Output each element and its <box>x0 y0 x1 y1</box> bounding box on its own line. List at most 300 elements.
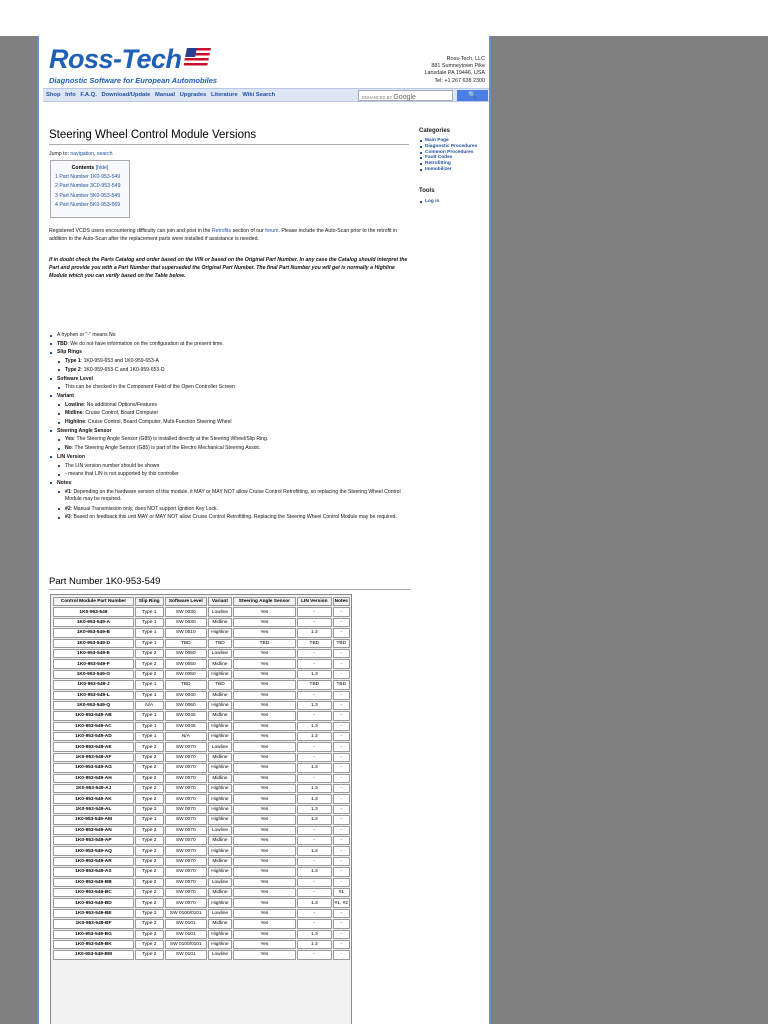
table-cell: Yes <box>233 742 296 751</box>
table-row <box>53 628 350 637</box>
sidebar-categories-title: Categories <box>419 128 451 134</box>
title-divider <box>49 144 409 145</box>
table-cell: Highline <box>208 794 232 803</box>
table-body <box>53 607 350 959</box>
sidebar-link[interactable]: Common Procedures <box>419 150 477 156</box>
table-row <box>53 607 350 616</box>
sidebar-categories-list <box>419 138 477 173</box>
legend-term: Type 2 <box>65 366 81 373</box>
table-row <box>53 753 350 762</box>
part-number-cell: 1K0-953-549-L <box>53 691 134 700</box>
table-row <box>53 826 350 835</box>
table-cell: Type 2 <box>135 836 164 845</box>
site-tagline: Diagnostic Software for European Automobiles <box>49 76 218 85</box>
table-cell: Type 2 <box>135 826 164 835</box>
table-cell: - <box>333 628 350 637</box>
legend-term: LIN Version <box>57 453 86 460</box>
table-cell: Type 2 <box>135 950 164 959</box>
table-row <box>53 680 350 689</box>
table-cell: Yes <box>233 628 296 637</box>
content-page <box>37 36 489 1024</box>
legend-item <box>49 513 411 523</box>
part-number-cell: 1K0-953-549-BG <box>53 930 134 939</box>
table-cell: Type 2 <box>135 878 164 887</box>
part-number-cell: 1K0-953-549-A <box>53 618 134 627</box>
table-header-cell: Slip Ring <box>135 597 164 606</box>
table-cell: Yes <box>233 774 296 783</box>
part-number-cell: 1K0-953-549-AH <box>53 774 134 783</box>
table-row <box>53 711 350 720</box>
table-cell: Highline <box>208 940 232 949</box>
table-cell: 1.3 <box>297 670 332 679</box>
table-cell: SW 0070 <box>165 794 208 803</box>
table-cell: Yes <box>233 680 296 689</box>
table-cell: #1, #2 <box>333 898 350 907</box>
table-cell: - <box>297 888 332 897</box>
table-row <box>53 919 350 928</box>
table-cell: Yes <box>233 815 296 824</box>
table-cell: Highline <box>208 846 232 855</box>
toc-hide-link[interactable]: [hide] <box>95 165 109 171</box>
legend-item <box>49 479 411 488</box>
legend-item <box>49 505 411 514</box>
nav-link-info[interactable]: Info <box>65 92 76 98</box>
table-row <box>53 774 350 783</box>
search-input[interactable] <box>358 90 453 101</box>
table-cell: Yes <box>233 711 296 720</box>
table-cell: - <box>333 805 350 814</box>
table-cell: - <box>297 950 332 959</box>
part-number-cell: 1K0-953-549-BD <box>53 898 134 907</box>
intro-text: . Please include the Auto-Scan prior to the retrofit in addition to the Auto-Scan after the replacement parts were installed if assistance is needed. <box>49 228 397 242</box>
legend-item <box>49 418 411 427</box>
table-cell: SW 0070 <box>165 836 208 845</box>
table-cell: - <box>333 701 350 710</box>
legend-term: Software Level <box>57 375 93 382</box>
table-header-cell: Variant <box>208 597 232 606</box>
table-cell: Yes <box>233 826 296 835</box>
legend-item <box>49 331 411 340</box>
address-line: Lansdale PA 19446, USA <box>424 70 485 77</box>
table-cell: SW 0070 <box>165 753 208 762</box>
legend-item <box>49 375 411 384</box>
table-cell: SW 0100/0101 <box>165 909 208 918</box>
legend-text: : No additional Options/Features <box>83 401 158 408</box>
table-cell: SW 0050 <box>165 659 208 668</box>
table-cell: SW 0101 <box>165 950 208 959</box>
table-cell: Highline <box>208 867 232 876</box>
table-row <box>53 867 350 876</box>
table-cell: - <box>333 753 350 762</box>
table-cell: Yes <box>233 909 296 918</box>
table-cell: SW 0070 <box>165 763 208 772</box>
table-cell: 1.3 <box>297 794 332 803</box>
legend-text: : 1K0-959-653-C and 1K0-959-653-D <box>80 366 165 373</box>
table-cell: - <box>297 691 332 700</box>
table-row <box>53 930 350 939</box>
table-cell: Type 2 <box>135 888 164 897</box>
table-cell: TBD <box>165 639 208 648</box>
site-logo[interactable]: Ross-Tech <box>49 44 182 74</box>
table-cell: Yes <box>233 805 296 814</box>
table-cell: Type 2 <box>135 919 164 928</box>
legend-text: : Depending on the hardware version of this module, it MAY or MAY NOT allow Cruise Control Retrofitting, so replacing the Steering Wheel Control Module may be required. <box>65 488 401 503</box>
table-row <box>53 857 350 866</box>
table-cell: Type 2 <box>135 649 164 658</box>
table-cell: Type 1 <box>135 815 164 824</box>
table-cell: Yes <box>233 940 296 949</box>
legend-term: #3 <box>65 514 71 521</box>
table-cell: Midline <box>208 691 232 700</box>
table-cell: 1.3 <box>297 722 332 731</box>
address-line: Ross-Tech, LLC <box>446 56 485 62</box>
table-row <box>53 878 350 887</box>
table-header-row <box>53 597 350 606</box>
table-cell: SW 0050 <box>165 649 208 658</box>
table-cell: TBD <box>297 680 332 689</box>
us-flag-icon <box>184 48 212 68</box>
table-cell: SW 0050 <box>165 670 208 679</box>
table-cell: 1.3 <box>297 867 332 876</box>
sidebar-link[interactable]: Retrofitting <box>419 161 477 167</box>
table-cell: Midline <box>208 836 232 845</box>
table-row <box>53 836 350 845</box>
table-cell: Yes <box>233 794 296 803</box>
legend-text: : Manual Transmission only, does NOT support Ignition Key Lock. <box>70 505 218 512</box>
table-cell: Yes <box>233 857 296 866</box>
table-cell: Yes <box>233 950 296 959</box>
legend-item <box>49 409 411 418</box>
part-number-cell: 1K0-953-549-AL <box>53 805 134 814</box>
table-cell: Type 2 <box>135 909 164 918</box>
jump-prefix: Jump to: <box>49 151 69 157</box>
table-cell: SW 0070 <box>165 867 208 876</box>
table-cell: - <box>297 857 332 866</box>
table-cell: TBD <box>208 680 232 689</box>
legend-text: A hyphen or "-" means No <box>57 332 116 338</box>
legend-term: Highline <box>65 419 86 426</box>
table-cell: SW 0070 <box>165 815 208 824</box>
table-cell: Yes <box>233 618 296 627</box>
table-cell: Yes <box>233 722 296 731</box>
table-cell: - <box>333 815 350 824</box>
table-cell: 1.3 <box>297 763 332 772</box>
table-cell: - <box>333 742 350 751</box>
legend-text: : The Steering Angle Sensor (G85) is part of the Electro Mechanical Steering Assist. <box>71 445 261 452</box>
nav-link-upgrades[interactable]: Upgrades <box>179 92 207 98</box>
sidebar-link[interactable]: Fault Codes <box>419 155 477 161</box>
table-cell: Type 2 <box>135 742 164 751</box>
table-cell: Highline <box>208 763 232 772</box>
table-cell: - <box>297 618 332 627</box>
part-number-cell: 1K0-953-549-AJ <box>53 784 134 793</box>
table-cell: SW 0045 <box>165 711 208 720</box>
part-number-cell: 1K0-953-549-Q <box>53 701 134 710</box>
table-row <box>53 659 350 668</box>
legend-item <box>49 453 411 462</box>
table-cell: SW 0045 <box>165 722 208 731</box>
intro-paragraph <box>49 227 411 243</box>
table-cell: 1.3 <box>297 930 332 939</box>
sidebar-link[interactable]: Log in <box>419 199 439 205</box>
table-cell: Midline <box>208 774 232 783</box>
table-header-cell: Control Module Part Number <box>53 597 134 606</box>
legend-term: #2 <box>65 505 71 512</box>
table-cell: Lowline <box>208 950 232 959</box>
table-cell: SW 0070 <box>165 888 208 897</box>
nav-bar <box>43 88 489 102</box>
table-cell: - <box>333 836 350 845</box>
table-row <box>53 950 350 959</box>
sidebar-tools-list <box>419 199 439 205</box>
table-cell: Lowline <box>208 878 232 887</box>
table-cell: 1.3 <box>297 846 332 855</box>
table-cell: Yes <box>233 659 296 668</box>
legend-item <box>49 462 411 471</box>
table-row <box>53 805 350 814</box>
toc-title: Contents <box>71 165 95 171</box>
table-cell: SW 0070 <box>165 742 208 751</box>
search-button[interactable]: 🔍 <box>457 90 488 101</box>
table-cell: SW 0070 <box>165 784 208 793</box>
toc-item[interactable]: 2 Part Number 3C0-953-549 <box>55 183 121 190</box>
table-cell: N/A <box>165 732 208 741</box>
legend-text: This can be checked in the Component Field of the Open Controller Screen <box>65 384 235 391</box>
legend-term: Slip Rings <box>57 349 82 356</box>
table-row <box>53 784 350 793</box>
table-cell: Yes <box>233 836 296 845</box>
table-cell: Type 1 <box>135 607 164 616</box>
jump-sep: , <box>94 151 97 157</box>
table-cell: Highline <box>208 784 232 793</box>
legend-term: TBD <box>57 340 68 347</box>
part-number-cell: 1K0-953-549-AC <box>53 722 134 731</box>
table-cell: SW 0010 <box>165 628 208 637</box>
part-number-cell: 1K0-953-549-F <box>53 659 134 668</box>
legend-text: : We do not have information on the configuration at the present time. <box>67 340 224 347</box>
table-cell: - <box>297 909 332 918</box>
table-cell: Type 1 <box>135 711 164 720</box>
table-cell: TBD <box>333 639 350 648</box>
intro-text: Registered VCDS users encountering difficulty can join and post in the <box>49 228 212 234</box>
part-number-cell: 1K0-953-549-BM <box>53 950 134 959</box>
page-title: Steering Wheel Control Module Versions <box>49 129 257 141</box>
table-cell: - <box>333 649 350 658</box>
table-cell: Midline <box>208 919 232 928</box>
table-cell: SW 0070 <box>165 774 208 783</box>
table-row <box>53 898 350 907</box>
legend-term: Midline <box>65 410 83 417</box>
table-cell: Yes <box>233 753 296 762</box>
sidebar-link[interactable]: Immobilizer <box>419 167 477 173</box>
table-cell: Highline <box>208 815 232 824</box>
table-cell: - <box>333 857 350 866</box>
toc-item[interactable]: 3 Part Number 5K0-953-549 <box>55 192 121 199</box>
search-prefix: ENHANCED BY <box>362 95 393 100</box>
table-cell: Highline <box>208 722 232 731</box>
table-cell: - <box>333 846 350 855</box>
table-cell: - <box>297 753 332 762</box>
part-number-cell: 1K0-953-549-AQ <box>53 846 134 855</box>
table-cell: SW 0101 <box>165 919 208 928</box>
legend-item <box>49 348 411 357</box>
table-cell: Type 1 <box>135 691 164 700</box>
table-cell: - <box>333 919 350 928</box>
toc-item[interactable]: 1 Part Number 1K0-953-549 <box>55 174 121 181</box>
table-cell: 1.3 <box>297 732 332 741</box>
legend-item <box>49 366 411 375</box>
table-cell: Yes <box>233 607 296 616</box>
table-cell: 1.3 <box>297 628 332 637</box>
part-number-cell: 1K0-953-549-E <box>53 649 134 658</box>
toc-item[interactable]: 4 Part Number 5K0-953-569 <box>55 201 121 208</box>
table-cell: SW 0070 <box>165 846 208 855</box>
nav-link-shop[interactable]: Shop <box>46 92 61 98</box>
legend-term: Yes <box>65 436 74 443</box>
table-row <box>53 722 350 731</box>
table-cell: SW 0070 <box>165 857 208 866</box>
table-cell: Midline <box>208 659 232 668</box>
section-divider <box>49 589 411 590</box>
legend-text: : <box>71 479 73 486</box>
table-cell: Type 2 <box>135 794 164 803</box>
table-cell: Type 2 <box>135 846 164 855</box>
table-cell: Lowline <box>208 649 232 658</box>
jump-to-line <box>49 151 112 157</box>
table-cell: Type 2 <box>135 753 164 762</box>
table-cell: SW 0070 <box>165 826 208 835</box>
legend-text: : Cruise Control, Board Computer <box>82 410 159 417</box>
part-number-cell: 1K0-953-549-BK <box>53 940 134 949</box>
table-cell: Type 1 <box>135 680 164 689</box>
part-number-table-wrapper <box>50 594 352 1024</box>
table-cell: - <box>333 732 350 741</box>
legend-item <box>49 470 411 479</box>
sidebar-link[interactable]: Main Page <box>419 138 477 144</box>
table-cell: Highline <box>208 898 232 907</box>
table-cell: Type 1 <box>135 722 164 731</box>
table-cell: 1.3 <box>297 815 332 824</box>
legend-term: No <box>65 445 72 452</box>
table-cell: - <box>333 774 350 783</box>
legend-list <box>49 331 411 523</box>
part-number-cell: 1K0-953-549-AD <box>53 732 134 741</box>
table-cell: Yes <box>233 784 296 793</box>
table-cell: Highline <box>208 732 232 741</box>
intro-text: section of our <box>231 228 266 234</box>
part-number-cell: 1K0-953-549-BF <box>53 919 134 928</box>
forum-link[interactable]: forum <box>265 228 279 234</box>
table-row <box>53 701 350 710</box>
part-number-cell: 1K0-953-549-B <box>53 628 134 637</box>
table-cell: - <box>333 940 350 949</box>
legend-item <box>49 444 411 453</box>
table-cell: Yes <box>233 878 296 887</box>
legend-item <box>49 383 411 392</box>
table-row <box>53 888 350 897</box>
table-cell: - <box>333 691 350 700</box>
table-cell: Midline <box>208 753 232 762</box>
toc-header <box>51 165 129 171</box>
table-cell: N/A <box>135 701 164 710</box>
nav-link-faq[interactable]: F.A.Q. <box>80 92 97 98</box>
sidebar-link[interactable]: Diagnostic Procedures <box>419 144 477 150</box>
table-cell: Type 2 <box>135 670 164 679</box>
table-cell: SW 0060 <box>165 701 208 710</box>
table-cell: Yes <box>233 919 296 928</box>
table-cell: - <box>297 826 332 835</box>
table-header-cell: Notes <box>333 597 350 606</box>
company-address <box>425 56 485 85</box>
table-cell: 1.3 <box>297 701 332 710</box>
table-header-cell: Steering Angle Sensor <box>233 597 296 606</box>
legend-term: Steering Angle Sensor <box>57 427 112 434</box>
table-cell: Type 2 <box>135 857 164 866</box>
table-cell: - <box>333 950 350 959</box>
legend-text: The LIN version number should be shown <box>65 462 160 469</box>
legend-item <box>49 392 411 401</box>
content-border-right <box>489 36 491 1024</box>
jump-search-link[interactable]: search <box>96 151 113 157</box>
table-cell: Yes <box>233 691 296 700</box>
table-cell: 1.3 <box>297 784 332 793</box>
table-cell: - <box>333 909 350 918</box>
table-cell: SW 0100/0101 <box>165 940 208 949</box>
part-number-cell: 1K0-953-549-BB <box>53 878 134 887</box>
part-number-cell: 1K0-953-549-BE <box>53 909 134 918</box>
table-cell: Yes <box>233 670 296 679</box>
table-row <box>53 846 350 855</box>
table-row <box>53 909 350 918</box>
nav-link-wiki-search[interactable]: Wiki Search <box>242 92 276 98</box>
table-cell: - <box>333 763 350 772</box>
table-of-contents <box>50 160 130 218</box>
part-number-cell: 1K0-953-549-AN <box>53 826 134 835</box>
table-cell: - <box>333 659 350 668</box>
nav-link-literature[interactable]: Literature <box>211 92 238 98</box>
part-number-table <box>52 596 351 961</box>
nav-link-download[interactable]: Download/Update <box>101 92 151 98</box>
table-row <box>53 649 350 658</box>
table-header-cell: Software Level <box>165 597 208 606</box>
legend-item <box>49 357 411 366</box>
table-cell: Type 2 <box>135 774 164 783</box>
part-number-cell: 1K0-953-549-AB <box>53 711 134 720</box>
legend-term: Lowline <box>65 401 84 408</box>
table-cell: Yes <box>233 867 296 876</box>
table-cell: SW 0101 <box>165 930 208 939</box>
table-cell: - <box>297 607 332 616</box>
table-cell: - <box>333 784 350 793</box>
table-cell: Highline <box>208 670 232 679</box>
warning-paragraph: If in doubt check the Parts Catalog and order based on the VIN or based on the Original Part Number. In any case the Catalog should interpret the Part and provide you with a Part Number that superseded the Original Part Number. The final Part Number you will get is normally a Highline Module which you can verify based on the Table below. <box>49 257 408 279</box>
legend-text: : 1K0-959-653 and 1K0-959-653-A <box>80 358 159 365</box>
table-cell: Highline <box>208 701 232 710</box>
table-cell: - <box>297 774 332 783</box>
legend-text: - means that LIN is not supported by this controller <box>65 471 179 478</box>
retrofits-link[interactable]: Retrofits <box>211 228 232 234</box>
table-cell: #1 <box>333 888 350 897</box>
legend-item <box>49 401 411 410</box>
google-brand: Google <box>393 94 416 101</box>
table-row <box>53 763 350 772</box>
table-cell: Lowline <box>208 742 232 751</box>
nav-link-manual[interactable]: Manual <box>155 92 175 98</box>
part-number-cell: 1K0-953-549-AS <box>53 867 134 876</box>
table-cell: - <box>333 794 350 803</box>
jump-navigation-link[interactable]: navigation <box>70 151 95 157</box>
table-cell: - <box>297 919 332 928</box>
